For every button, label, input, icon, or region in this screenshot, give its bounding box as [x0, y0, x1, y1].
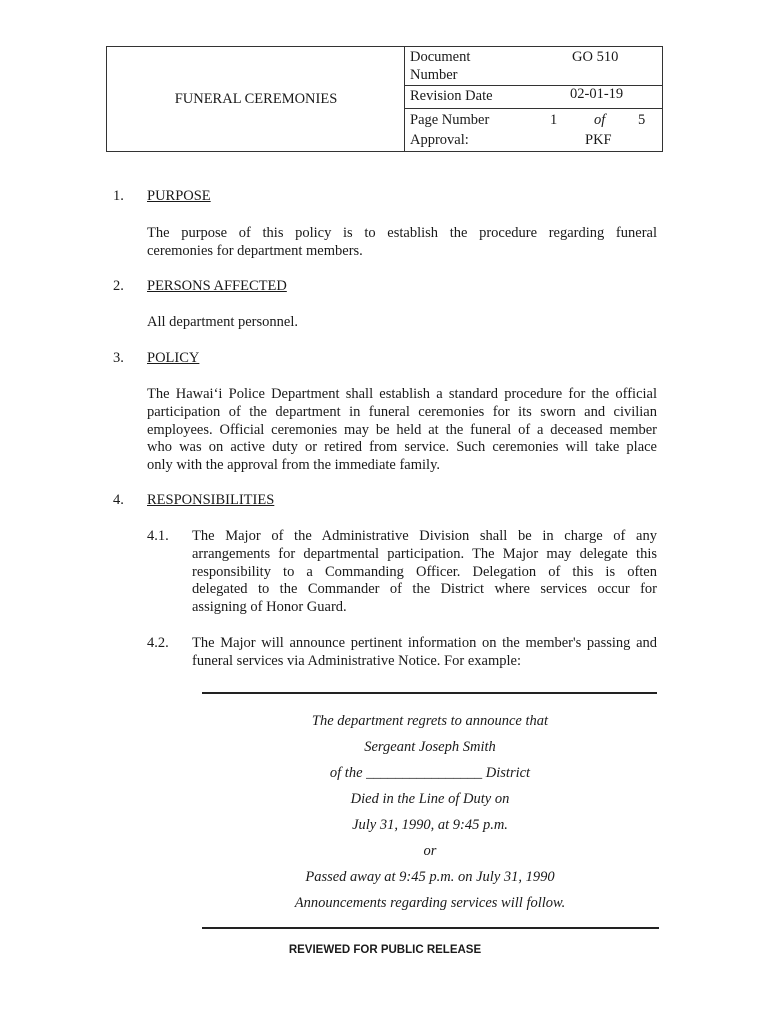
page-current: 1: [550, 112, 558, 128]
persons-line: All department personnel.: [147, 314, 298, 330]
policy-paragraph: [147, 386, 657, 475]
subsection-number-4-1: 4.1.: [147, 528, 169, 544]
subsection-line: The Major will announce pertinent information on the member's passing and: [192, 635, 657, 651]
page-number-label: Page Number: [410, 112, 490, 128]
purpose-paragraph: [147, 225, 657, 261]
header-table: [106, 46, 663, 152]
notice-top-rule: [202, 692, 657, 694]
persons-paragraph: [147, 314, 657, 332]
subsection-line: delegated to the Commander of the District where services occur for: [192, 581, 657, 598]
notice-line: The department regrets to announce that: [311, 713, 549, 729]
policy-line: participation of the department in funeral ceremonies for its sworn and civilian: [147, 403, 657, 420]
subsection-paragraph-4-1: [192, 528, 657, 617]
notice-bottom-rule: [202, 927, 659, 929]
subsection-line: funeral services via Administrative Notice. For example:: [192, 652, 521, 669]
example-notice: [200, 708, 660, 916]
subsection-line: arrangements for departmental participation. The Major may delegate this: [192, 545, 657, 562]
public-release-footer: REVIEWED FOR PUBLIC RELEASE: [288, 944, 482, 956]
notice-line: Passed away at 9:45 p.m. on July 31, 1990: [305, 869, 555, 885]
page-of: of: [594, 112, 606, 128]
header-row-divider-2: [405, 108, 662, 109]
section-heading-policy: POLICY: [147, 350, 200, 366]
subsection-line: responsibility to a Commanding Officer. Delegation of this is often: [192, 563, 657, 580]
subsection-paragraph-4-2: [192, 635, 657, 671]
notice-line: Announcements regarding services will follow.: [294, 895, 566, 911]
subsection-line: assigning of Honor Guard.: [192, 599, 347, 616]
policy-line: employees. Official ceremonies may be held at the funeral of a deceased member: [147, 421, 657, 438]
approval-value: PKF: [585, 132, 612, 148]
subsection-line: The Major of the Administrative Division shall be in charge of any: [192, 528, 657, 544]
page-total: 5: [638, 112, 646, 128]
approval-label: Approval:: [410, 132, 469, 148]
revision-label: Revision Date: [410, 88, 493, 104]
doc-number-label-2: Number: [410, 67, 458, 83]
doc-number-label-1: Document: [410, 49, 471, 65]
section-heading-responsibilities: RESPONSIBILITIES: [147, 492, 275, 508]
purpose-line: The purpose of this policy is to establish the procedure regarding funeral: [147, 225, 657, 241]
section-number-policy: 3.: [113, 350, 124, 366]
section-number-responsibilities: 4.: [113, 492, 124, 508]
purpose-line: ceremonies for department members.: [147, 242, 363, 259]
notice-line: Died in the Line of Duty on: [350, 791, 510, 807]
policy-line: The Hawai‘i Police Department shall establish a standard procedure for the official: [147, 386, 657, 402]
section-heading-persons: PERSONS AFFECTED: [147, 278, 287, 294]
revision-value: 02-01-19: [570, 86, 624, 102]
notice-line: July 31, 1990, at 9:45 p.m.: [352, 817, 508, 833]
notice-line: of the ________________ District: [329, 765, 531, 781]
doc-number-value: GO 510: [572, 49, 619, 65]
notice-line: Sergeant Joseph Smith: [364, 739, 496, 755]
section-number-purpose: 1.: [113, 188, 124, 204]
notice-line: or: [423, 843, 437, 859]
policy-line: who was on active duty or retired from service. Such ceremonies will take place: [147, 439, 657, 456]
document-title: FUNERAL CEREMONIES: [174, 91, 338, 107]
subsection-number-4-2: 4.2.: [147, 635, 169, 651]
policy-line: only with the approval from the immediate family.: [147, 457, 441, 474]
section-number-persons: 2.: [113, 278, 124, 294]
section-heading-purpose: PURPOSE: [147, 188, 211, 204]
